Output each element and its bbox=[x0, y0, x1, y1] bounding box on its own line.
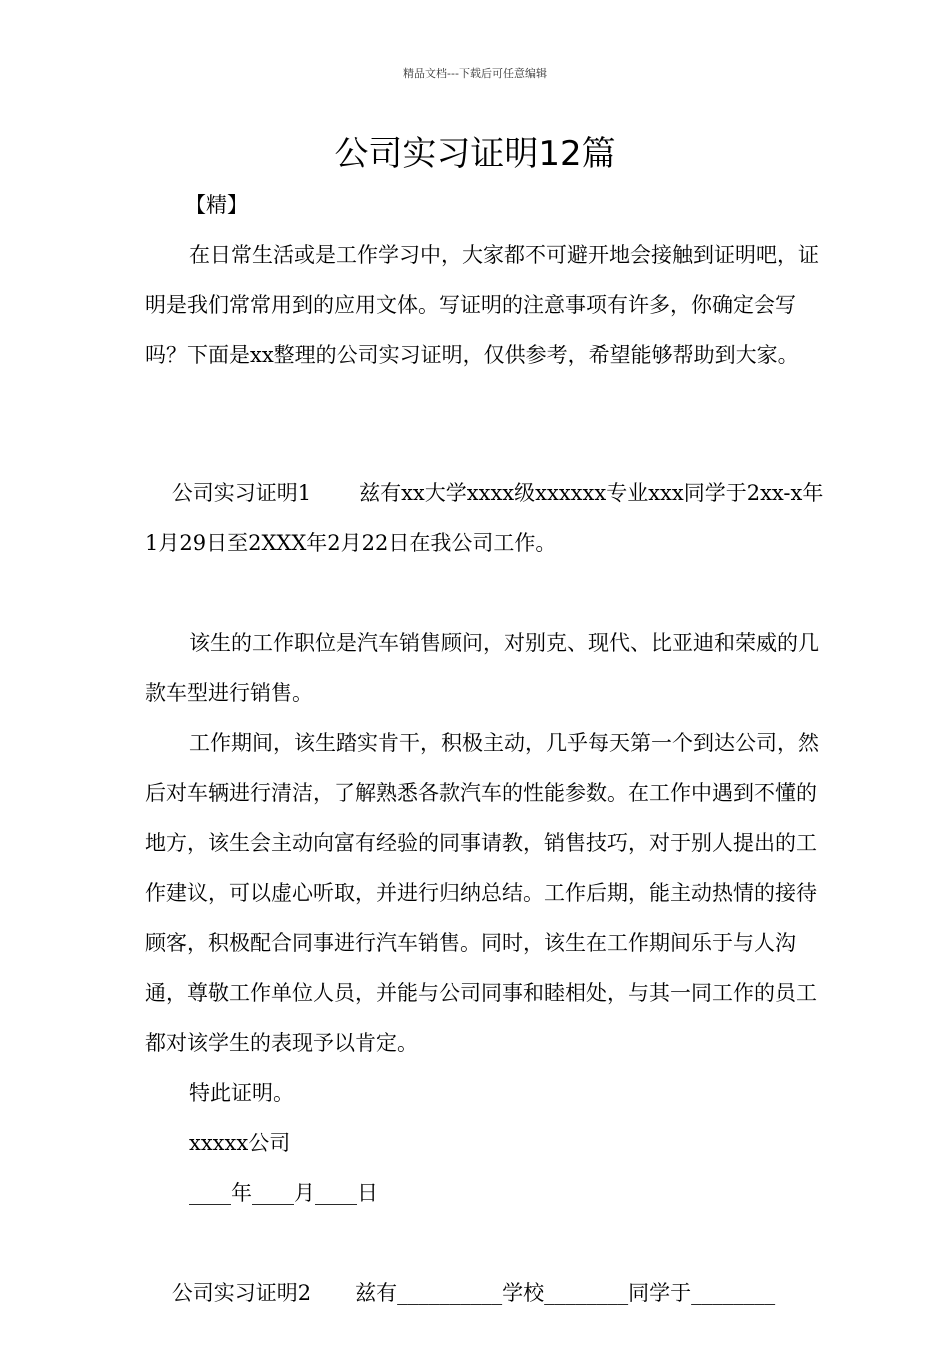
section1-lead-paragraph bbox=[145, 418, 825, 618]
section1-heading: 公司实习证明1 bbox=[171, 481, 312, 505]
document-body bbox=[145, 180, 825, 1368]
header-note: 精品文档---下载后可任意编辑 bbox=[403, 67, 547, 80]
section1-company: xxxxx公司 bbox=[189, 1131, 291, 1155]
section1-para1: 该生的工作职位是汽车销售顾问，对别克、现代、比亚迪和荣威的几款车型进行销售。 bbox=[145, 631, 819, 705]
section1-closing: 特此证明。 bbox=[189, 1081, 294, 1105]
intro-paragraph: 在日常生活或是工作学习中，大家都不可避开地会接触到证明吧，证明是我们常常用到的应用文体。写证明的注意事项有许多，你确定会写吗？下面是xx整理的公司实习证明，仅供参考，希望能够帮助到大家。 bbox=[145, 243, 819, 367]
section2-heading: 公司实习证明2 bbox=[171, 1281, 312, 1305]
section1-para2: 工作期间，该生踏实肯干，积极主动，几乎每天第一个到达公司，然后对车辆进行清洁，了解熟悉各款汽车的性能参数。在工作中遇到不懂的地方，该生会主动向富有经验的同事请教，销售技巧，对于别人提出的工作建议，可以虚心听取，并进行归纳总结。工作后期，能主动热情的接待顾客，积极配合同事进行汽车销售。同时，该生在工作期间乐于与人沟通，尊敬工作单位人员，并能与公司同事和睦相处，与其一同工作的员工都对该学生的表现予以肯定。 bbox=[145, 731, 819, 1055]
document-title: 公司实习证明12篇 bbox=[334, 134, 616, 174]
section1-date: ____年____月____日 bbox=[189, 1181, 378, 1205]
document-tag: 【精】 bbox=[185, 193, 248, 217]
section2-lead-paragraph bbox=[145, 1218, 825, 1368]
section1-lead: 兹有xx大学xxxx级xxxxxx专业xxx同学于2xx-x年1月29日至2XXX年2月22日在我公司工作。 bbox=[145, 481, 824, 555]
section-gap bbox=[145, 380, 825, 418]
section2-lead: 兹有__________学校________同学于________ bbox=[355, 1281, 776, 1305]
